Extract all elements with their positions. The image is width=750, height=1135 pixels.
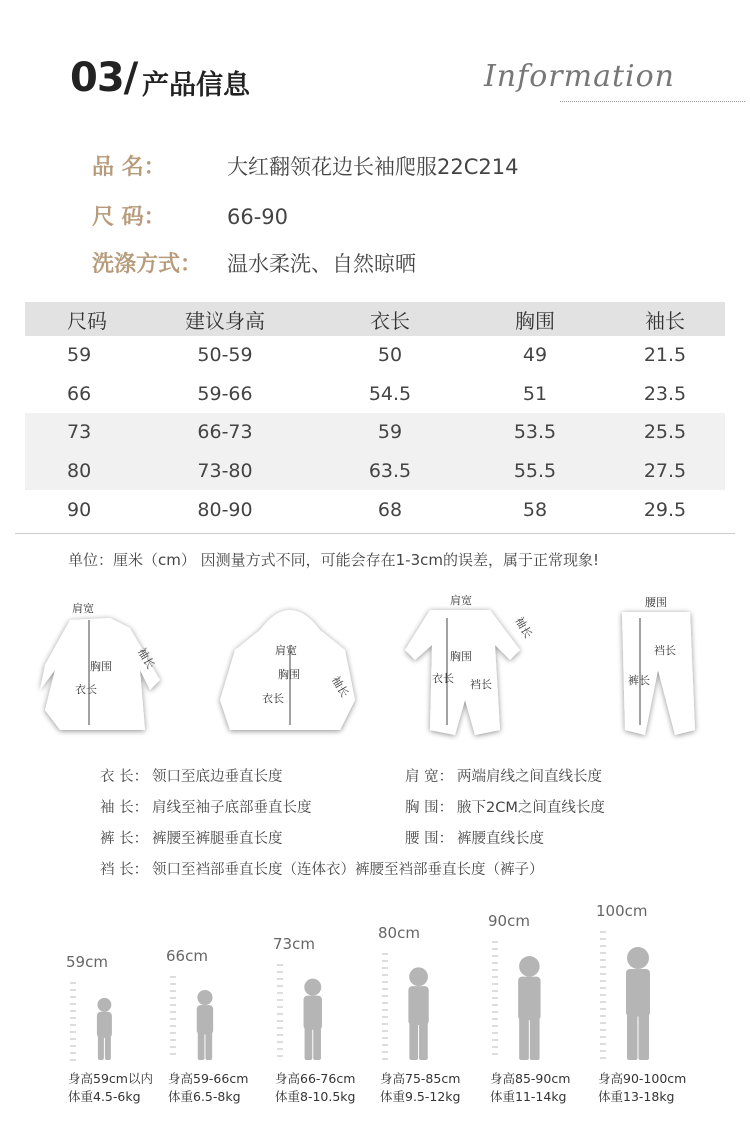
height-label: 100cm [596,902,648,920]
table-cell: 90 [67,498,92,521]
diagram-sleeve-label: 袖长 [512,614,535,641]
height-label: 59cm [66,953,108,971]
definition-row [100,796,700,827]
info-row-name [92,150,518,181]
table-bottom-divider [15,533,735,534]
diagram-crotch-label: 裆长 [470,678,492,691]
definition-value: 腋下2CM之间直线长度 [457,800,605,816]
height-group [488,912,570,1104]
table-cell: 54.5 [368,382,412,405]
info-value: 66-90 [227,205,289,229]
info-value: 大红翻领花边长袖爬服22C214 [227,155,519,179]
table-cell: 73 [67,421,92,444]
weight-range-caption: 体重11-14kg [490,1089,567,1104]
table-row [25,413,725,452]
definition-value: 肩线至袖子底部垂直长度 [152,800,312,816]
height-label: 66cm [166,947,208,965]
table-cell: 68 [377,498,403,521]
diagram-waist-label: 腰围 [645,596,667,609]
definition-key: 胸 围： [405,800,454,816]
height-range-caption: 身高59-66cm [168,1071,249,1086]
diagram-length-label: 衣长 [75,683,97,696]
jacket-diagram [220,610,355,730]
dress-diagram [40,601,160,730]
table-header-cell: 袖长 [645,308,685,333]
section-number: 03/ [70,55,138,101]
definition-key: 腰 围： [405,831,454,847]
diagram-sleeve-label: 袖长 [134,645,158,672]
table-cell: 21.5 [643,344,687,367]
table-cell: 29.5 [643,498,687,521]
table-cell: 50-59 [197,344,253,367]
table-cell: 66-73 [197,421,253,444]
diagram-crotch-label: 裆长 [654,644,676,657]
child-silhouette [97,998,112,1060]
table-cell: 59 [67,344,92,367]
table-cell: 73-80 [197,460,253,483]
pants-diagram [622,596,695,735]
child-silhouette [304,979,322,1060]
height-label: 73cm [273,935,315,953]
table-cell: 66 [67,382,92,405]
size-table [25,302,725,529]
definition-value: 裤腰直线长度 [457,831,544,847]
definition-value: 领口至裆部垂直长度（连体衣）裤腰至裆部垂直长度（裤子） [152,862,544,878]
weight-range-caption: 体重9.5-12kg [380,1089,461,1104]
script-subtitle: Information [483,59,675,94]
height-range-caption: 身高75-85cm [380,1071,461,1086]
table-row [25,490,725,529]
diagram-shoulder-label: 肩宽 [275,644,297,657]
definition-row [100,827,700,858]
definition-value: 裤腰至裤腿垂直长度 [152,831,283,847]
table-cell: 23.5 [643,382,687,405]
table-header-cell: 胸围 [515,308,555,333]
height-group [596,902,686,1104]
table-header-cell: 衣长 [370,308,410,333]
weight-range-caption: 体重8-10.5kg [275,1089,356,1104]
child-silhouette [518,956,540,1060]
diagram-sleeve-label: 袖长 [328,673,352,700]
definition-key: 裤 长： [100,831,149,847]
measurement-diagrams [0,590,750,750]
table-cell: 27.5 [643,460,687,483]
table-cell: 58 [522,498,548,521]
definition-key: 衣 长： [100,769,149,785]
diagram-length-label: 衣长 [262,692,284,705]
definition-key: 裆 长： [100,862,149,878]
weight-range-caption: 体重4.5-6kg [68,1089,141,1104]
child-silhouette [197,990,213,1060]
height-group [166,947,248,1104]
diagram-chest-label: 胸围 [90,660,112,673]
info-label: 尺 码： [92,205,166,230]
definition-key: 袖 长： [100,800,149,816]
definition-key: 肩 宽： [405,769,454,785]
info-row-size [92,200,288,231]
height-range-caption: 身高85-90cm [490,1071,571,1086]
table-cell: 53.5 [513,421,557,444]
header-divider [560,101,745,102]
diagram-chest-label: 胸围 [450,650,472,663]
diagram-shoulder-label: 肩宽 [72,602,94,615]
table-cell: 59 [377,421,403,444]
height-range-caption: 身高90-100cm [598,1071,687,1086]
child-silhouette [626,947,650,1060]
info-row-wash [92,247,416,278]
info-value: 温水柔洗、自然晾晒 [227,252,416,276]
definition-row [100,765,700,796]
table-row [25,336,725,375]
diagram-length-label: 衣长 [432,672,454,685]
table-header-cell: 尺码 [67,308,107,333]
table-cell: 49 [522,344,548,367]
diagram-shoulder-label: 肩宽 [450,594,472,607]
section-title: 产品信息 [142,70,250,101]
table-cell: 25.5 [643,421,687,444]
table-cell: 63.5 [368,460,412,483]
definition-value: 两端肩线之间直线长度 [457,769,602,785]
table-cell: 55.5 [513,460,557,483]
table-header-cell: 建议身高 [185,308,265,333]
measurement-note: 单位：厘米（cm） 因测量方式不同，可能会存在1-3cm的误差，属于正常现象! [68,551,600,569]
section-header [70,55,675,105]
table-cell: 50 [377,344,403,367]
child-silhouette [408,967,428,1060]
table-cell: 80 [67,460,92,483]
height-group [378,924,460,1104]
weight-range-caption: 体重13-18kg [598,1089,675,1104]
table-cell: 59-66 [197,382,253,405]
definition-row [100,858,700,889]
height-label: 90cm [488,912,530,930]
table-row [25,452,725,491]
measurement-definitions [100,765,700,889]
height-group [273,935,355,1104]
diagram-chest-label: 胸围 [278,668,300,681]
info-label: 品 名： [92,155,166,180]
height-group [66,953,153,1104]
romper-diagram [405,593,536,735]
height-chart [0,895,750,1135]
table-cell: 80-90 [197,498,253,521]
height-label: 80cm [378,924,420,942]
definition-value: 领口至底边垂直长度 [152,769,283,785]
table-row [25,375,725,414]
table-cell: 51 [522,382,548,405]
height-range-caption: 身高59cm以内 [68,1071,153,1086]
height-range-caption: 身高66-76cm [275,1071,356,1086]
weight-range-caption: 体重6.5-8kg [168,1089,241,1104]
table-header-row [25,302,725,336]
diagram-pants-label: 裤长 [628,674,650,687]
info-label: 洗涤方式： [92,252,203,277]
